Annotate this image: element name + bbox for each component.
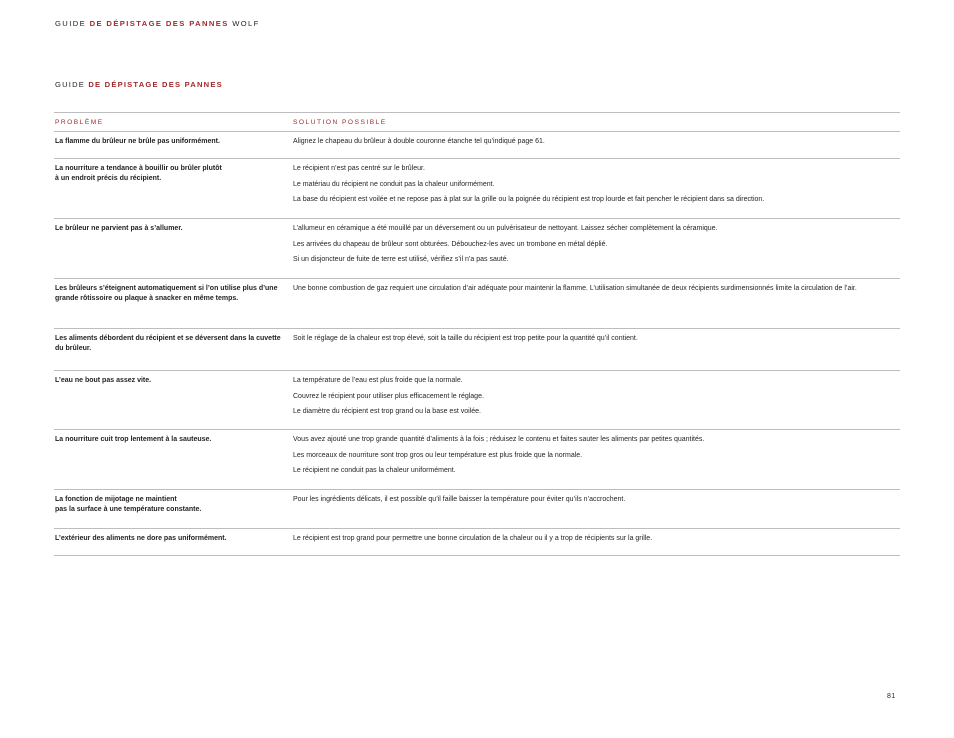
solution-list <box>293 137 900 158</box>
problem-text: L’extérieur des aliments ne dore pas uniformément. <box>55 535 227 542</box>
problem-text: Les brûleurs s’éteignent automatiquement si l’on utilise plus d’une grande rôtissoire ou plaque à snacker en même temps. <box>55 285 278 302</box>
page-number: 81 <box>887 693 896 700</box>
solution-text: Soit le réglage de la chaleur est trop élevé, soit la taille du récipient est trop petite pour la quantité qu’il contient. <box>293 335 638 342</box>
table-row <box>54 490 900 529</box>
problem-text: Le brûleur ne parvient pas à s’allumer. <box>55 225 183 232</box>
header-suffix: WOLF <box>232 19 260 28</box>
section-title <box>55 80 223 89</box>
table-row <box>54 529 900 556</box>
problem-text: La fonction de mijotage ne maintient pas la surface à une température constante. <box>55 496 202 513</box>
solution-text: Si un disjoncteur de fuite de terre est utilisé, vérifiez s’il n’a pas sauté. <box>293 256 509 263</box>
solution-text: Le matériau du récipient ne conduit pas la chaleur uniformément. <box>293 180 495 188</box>
header-prefix: GUIDE <box>55 19 87 28</box>
column-header-solution: SOLUTION POSSIBLE <box>293 118 387 126</box>
table-row <box>54 132 900 159</box>
problem-text: L’eau ne bout pas assez vite. <box>55 377 152 384</box>
solution-list <box>293 376 900 429</box>
solution-text: Vous avez ajouté une trop grande quantité d’aliments à la fois ; réduisez le contenu et faites sauter les aliments par petites quantités. <box>293 436 705 443</box>
solution-list <box>293 495 900 528</box>
solution-text: Pour les ingrédients délicats, il est possible qu’il faille baisser la température pour éviter qu’ils n’accrochent. <box>293 496 626 503</box>
solution-text: L’allumeur en céramique a été mouillé par un déversement ou un pulvérisateur de nettoyant. Laissez sécher complètement la céramique. <box>293 225 718 232</box>
solution-list <box>293 164 900 218</box>
problem-text: La flamme du brûleur ne brûle pas uniformément. <box>55 138 220 145</box>
problem-text: Les aliments débordent du récipient et se déversent dans la cuvette du brûleur. <box>55 335 281 352</box>
solution-list <box>293 334 900 370</box>
solution-text: La base du récipient est voilée et ne repose pas à plat sur la grille ou la poignée du récipient est trop lourde et fait pencher le récipient dans sa direction. <box>293 196 765 203</box>
section-highlight: DE DÉPISTAGE DES PANNES <box>88 80 223 89</box>
solution-text: Le diamètre du récipient est trop grand ou la base est voilée. <box>293 408 481 415</box>
solution-text: Couvrez le récipient pour utiliser plus efficacement le réglage. <box>293 392 484 400</box>
solution-text: La température de l’eau est plus froide que la normale. <box>293 377 463 384</box>
solution-text: Alignez le chapeau du brûleur à double couronne étanche tel qu’indiqué page 61. <box>293 138 545 145</box>
table-body <box>54 132 900 556</box>
solution-list <box>293 284 900 328</box>
table-row <box>54 159 900 219</box>
solution-text: Le récipient n’est pas centré sur le brûleur. <box>293 165 425 172</box>
table-row <box>54 329 900 371</box>
solution-text: Le récipient est trop grand pour permettre une bonne circulation de la chaleur ou il y a trop de récipients sur la grille. <box>293 535 653 542</box>
troubleshooting-table <box>54 112 900 556</box>
problem-text: La nourriture a tendance à bouillir ou brûler plutôt à un endroit précis du récipient. <box>55 165 222 182</box>
solution-list <box>293 435 900 489</box>
solution-list <box>293 534 900 555</box>
solution-text: Une bonne combustion de gaz requiert une circulation d’air adéquate pour maintenir la flamme. L’utilisation simultanée de deux récipients surdimensionnés limite la circulation de l’air. <box>293 285 857 292</box>
table-row <box>54 279 900 329</box>
table-row <box>54 430 900 490</box>
solution-text: Les arrivées du chapeau de brûleur sont obturées. Débouchez-les avec un trombone en métal déplié. <box>293 240 608 248</box>
table-row <box>54 219 900 279</box>
solution-text: Le récipient ne conduit pas la chaleur uniformément. <box>293 467 456 474</box>
running-header <box>55 19 260 28</box>
column-header-problem: PROBLÈME <box>55 118 104 126</box>
section-prefix: GUIDE <box>55 80 86 89</box>
table-row <box>54 371 900 430</box>
table-header <box>54 113 900 132</box>
solution-text: Les morceaux de nourriture sont trop gros ou leur température est plus froide que la normale. <box>293 451 583 459</box>
header-highlight: DE DÉPISTAGE DES PANNES <box>89 19 229 28</box>
problem-text: La nourriture cuit trop lentement à la sauteuse. <box>55 436 212 443</box>
solution-list <box>293 224 900 278</box>
